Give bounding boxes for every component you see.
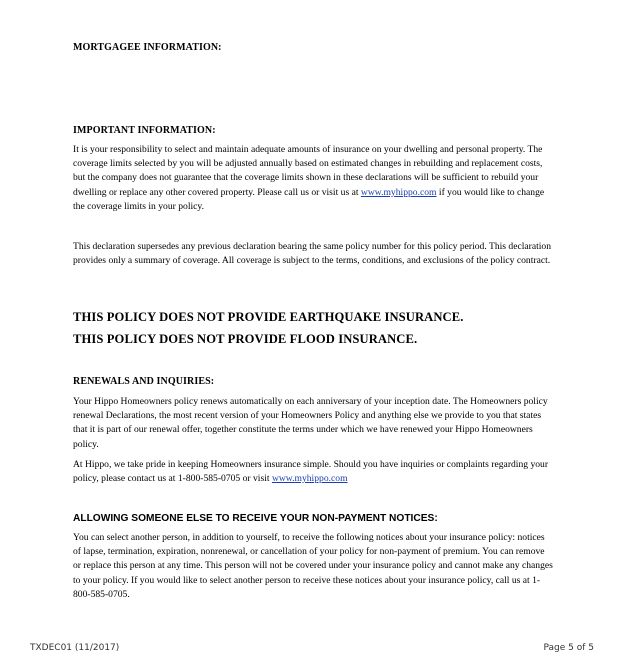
- inquiries-paragraph: [73, 458, 553, 486]
- important-text-a: It is your responsibility to select and maintain adequate amounts of insurance on your dwelling and personal property. The coverage limits selected by you will be adjusted annually based on estimated changes in rebuilding and replacement costs, but the company does not guarantee that the coverage limits shown in these declarations will be sufficient to rebuild your dwelling or replace any other covered property. Please call us or visit us at: [73, 144, 543, 198]
- form-code: TXDEC01 (11/2017): [30, 643, 120, 653]
- flood-notice: THIS POLICY DOES NOT PROVIDE FLOOD INSURANCE.: [73, 332, 418, 346]
- renewals-paragraph: Your Hippo Homeowners policy renews automatically on each anniversary of your inception date. The Homeowners policy renewal Declarations, the most recent version of your Homeowners Policy and anything else we provide to you that states that it is part of our renewal offer, together constitute the terms under which we have renewed your Hippo Homeowners policy.: [73, 396, 548, 450]
- mortgagee-heading: MORTGAGEE INFORMATION:: [73, 42, 222, 53]
- myhippo-link-2[interactable]: www.myhippo.com: [271, 473, 348, 485]
- renewals-heading: RENEWALS AND INQUIRIES:: [73, 376, 215, 387]
- nonpayment-paragraph: You can select another person, in addition to yourself, to receive the following notices about your insurance policy: notices of lapse, termination, expiration, nonrenewal, or cancellation of your policy for non-payment of premium. You can remove or replace this person at any time. This person will not be covered under your insurance policy and cannot make any changes to your policy. If you would like to select another person to receive these notices about your insurance policy, call us at 1-800-585-0705.: [73, 532, 553, 600]
- page-number: Page 5 of 5: [543, 643, 594, 653]
- myhippo-link[interactable]: www.myhippo.com: [360, 186, 437, 198]
- earthquake-notice: THIS POLICY DOES NOT PROVIDE EARTHQUAKE INSURANCE.: [73, 310, 464, 324]
- important-heading: IMPORTANT INFORMATION:: [73, 125, 216, 136]
- important-paragraph: [73, 143, 553, 214]
- inquiries-text: At Hippo, we take pride in keeping Homeowners insurance simple. Should you have inquiries or complaints regarding your policy, please contact us at 1-800-585-0705 or visit: [73, 459, 549, 485]
- important-text-b: if you would like to change the coverage limits in your policy.: [73, 186, 545, 212]
- nonpayment-heading: ALLOWING SOMEONE ELSE TO RECEIVE YOUR NON-PAYMENT NOTICES:: [73, 513, 438, 524]
- declaration-paragraph: This declaration supersedes any previous declaration bearing the same policy number for this policy period. This declaration provides only a summary of coverage. All coverage is subject to the terms, conditions, and exclusions of the policy contract.: [73, 241, 552, 267]
